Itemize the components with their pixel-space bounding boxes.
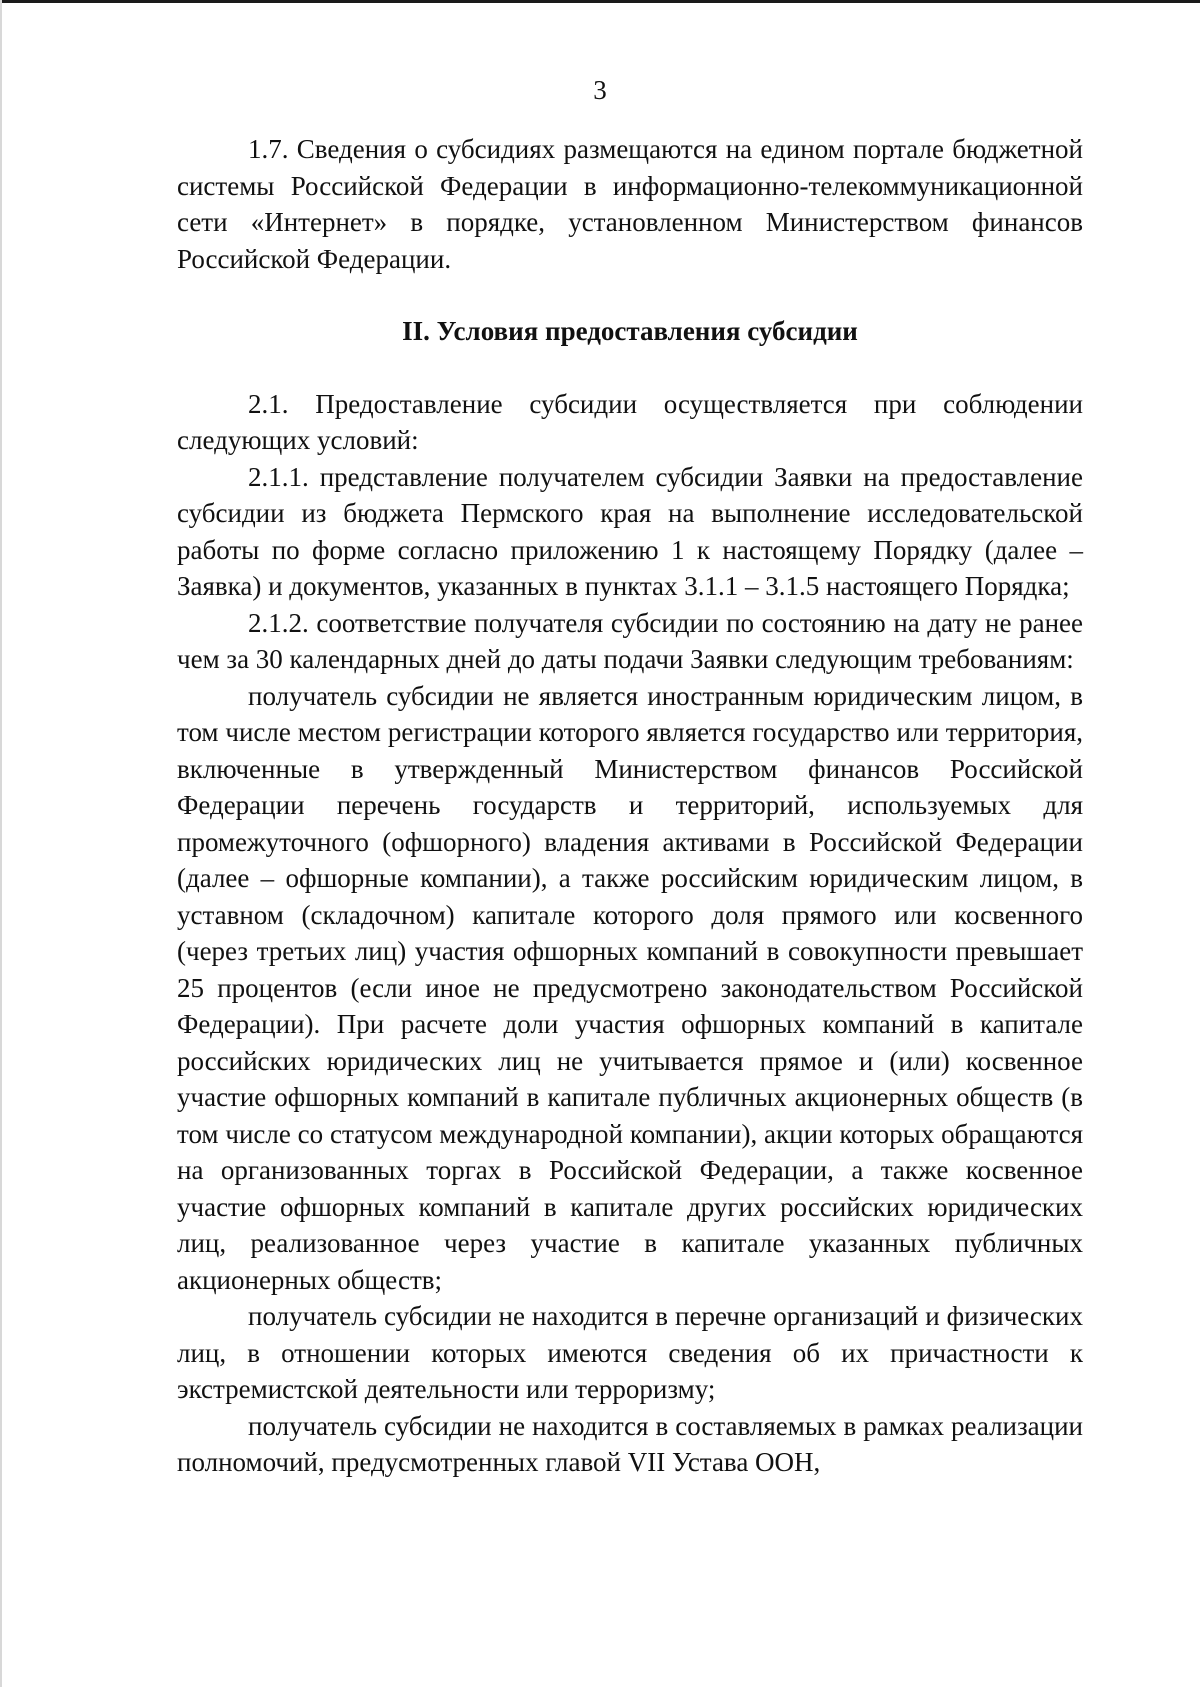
page-number: 3 [593, 75, 607, 105]
paragraph-1-7: 1.7. Сведения о субсидиях размещаются на едином портале бюджетной системы Российской Федерации в информационно-телекоммуникационной сети «Интернет» в порядке, установленном Министерством финансов Российской Федерации. [177, 134, 1083, 274]
paragraph-2-1-1: 2.1.1. представление получателем субсидии Заявки на предоставление субсидии из бюджета Пермского края на выполнение исследовательской работы по форме согласно приложению 1 к настоящему Порядку (далее – Заявка) и документов, указанных в пунктах 3.1.1 – 3.1.5 настоящего Порядка; [177, 461, 1083, 601]
document-body [177, 131, 1083, 1481]
section-heading-2: II. Условия предоставления субсидии [402, 316, 858, 346]
paragraph-2-1-2: 2.1.2. соответствие получателя субсидии по состоянию на дату не ранее чем за 30 календарных дней до даты подачи Заявки следующим требованиям: [177, 607, 1083, 674]
paragraph-2-1: 2.1. Предоставление субсидии осуществляется при соблюдении следующих условий: [177, 388, 1083, 455]
paragraph-offshore-requirement: получатель субсидии не является иностранным юридическим лицом, в том числе местом регистрации которого является государство или территория, включенные в утвержденный Министерством финансов Российской Федерации перечень государств и территорий, используемых для промежуточного (офшорного) владения активами в Российской Федерации (далее – офшорные компании), а также российским юридическим лицом, в уставном (складочном) капитале которого доля прямого или косвенного (через третьих лиц) участия офшорных компаний в совокупности превышает 25 процентов (если иное не предусмотрено законодательством Российской Федерации). При расчете доли участия офшорных компаний в капитале российских юридических лиц не учитывается прямое и (или) косвенное участие офшорных компаний в капитале публичных акционерных обществ (в том числе со статусом международной компании), акции которых обращаются на организованных торгах в Российской Федерации, а также косвенное участие офшорных компаний в капитале других российских юридических лиц, реализованное через участие в капитале указанных публичных акционерных обществ; [177, 680, 1083, 1295]
scan-left-edge [0, 0, 2, 1687]
paragraph-un-requirement: получатель субсидии не находится в составляемых в рамках реализации полномочий, предусмотренных главой VII Устава ООН, [177, 1410, 1083, 1477]
scan-top-border [0, 0, 1200, 3]
paragraph-extremism-requirement: получатель субсидии не находится в перечне организаций и физических лиц, в отношении которых имеются сведения об их причастности к экстремистской деятельности или терроризму; [177, 1301, 1083, 1404]
